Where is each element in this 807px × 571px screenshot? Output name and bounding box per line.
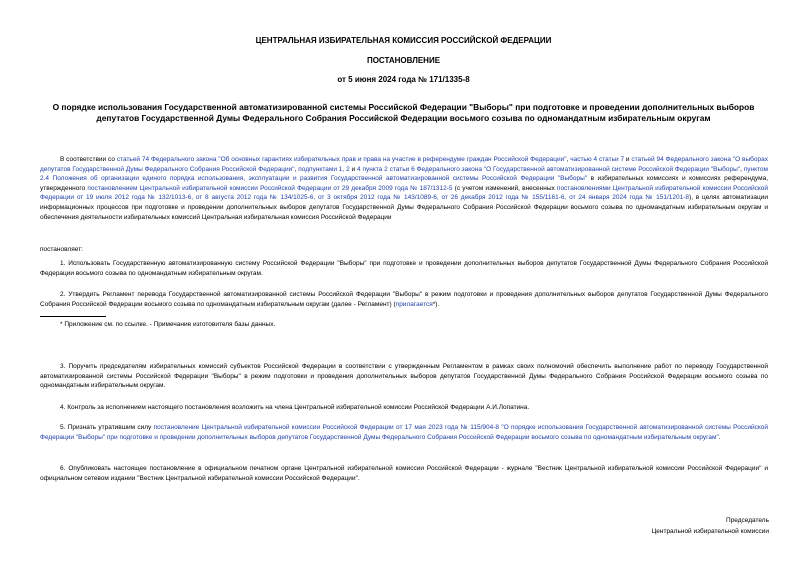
item-5-tail: . [718,433,721,441]
resolves-label: постановляет: [40,246,83,253]
document-date-number: от 5 июня 2024 года № 171/1335-8 [337,75,470,84]
item-3: 3. Поручить председателям избирательных комиссий субъектов Российской Федерации в соответствии с утвержденным Регламентом в рамках своих полномочий обеспечить выполнение работ по переводу Государственной автоматизированной системы Российской Федерации "Выборы" в режим подготовки и проведения дополнительных выборов депутатов Государственной Думы Федерального Собрания Российской Федерации восьмого созыва по одномандатным избирательным округам. [40,363,768,390]
item-4: 4. Контроль за исполнением настоящего постановления возложить на члена Центральной избирательной комиссии Российской Федерации А.И.Лопатина. [60,404,530,411]
preamble-text: ), в целях автоматизации информационных процессов при подготовке и проведении дополнительных выборов депутатов Государственной Думы Федерального Собрания Российской Федерации восьмого созыва по одномандатным избирательным округам и обеспечения деятельности избирательных комиссий Центральная избирательная комиссия Российской Федерации [40,194,769,221]
repealed-resolution-link[interactable]: постановление Центральной избирательной комиссии Российской Федерации от 17 мая 2023 года № 115/904-8 "О порядке использования Государственной автоматизированной системы Российской Федерации "Выборы" при подготовке и проведении дополнительных выборов депутатов Государственной Думы Федерального Собрания Российской Федерации восьмого созыва по одномандатным избирательным округам" [40,424,768,441]
law-link-art74[interactable]: статьей 74 Федерального закона "Об основных гарантиях избирательных прав и права на участие в референдуме граждан Российской Федерации" [116,156,567,163]
law-link-subparagraphs[interactable]: подпунктами 1, 2 [298,165,350,173]
preamble-text: (с учетом изменений, внесенных [452,184,557,192]
item-2 [40,290,768,309]
preamble-text: В соответствии со [60,156,117,163]
item-2-text: 2. Утвердить Регламент перевода Государственной автоматизированной системы Российской Федерации "Выборы" в режим подготовки и проведения дополнительных выборов депутатов Государственной Думы Федерального Собрания Российской Федерации восьмого созыва по одномандатным избирательным округам (далее - Регламент) ( [40,291,768,308]
preamble-text: в избирательных комиссиях и комиссиях референдума, утвержденного [40,175,769,192]
preamble-text: , [740,165,744,173]
preamble-text: , [566,156,571,163]
resolution-link-187[interactable]: постановлением Центральной избирательной комиссии Российской Федерации от 29 декабря 2009 года № 187/1312-5 [87,184,453,192]
item-1: 1. Использовать Государственную автоматизированную систему Российской Федерации "Выборы" при подготовке и проведении дополнительных выборов депутатов Государственной Думы Федерального Собрания Российской Федерации восьмого созыва по одномандатным избирательным округам. [40,260,768,277]
resolution-links-amendments[interactable]: постановлениями Центральной избирательной комиссии Российской Федерации от 19 июля 2012 года № 132/1013-6, от 8 августа 2012 года № 134/1025-6, от 3 октября 2012 года № 143/1089-6, от 26 декабря 2012 года № 155/1161-6, от 24 января 2024 года № 151/1201-8 [40,184,768,202]
item-5 [40,423,768,442]
document-title: О порядке использования Государственной автоматизированной системы Российской Федерации "Выборы" при подготовке и проведении дополнительных выборов депутатов Государственной Думы Федерального Собрания Российской Федерации восьмого созыва по одномандатным избирательным округам [52,102,755,123]
law-link-gas-vybory[interactable]: 4 пункта 2 статьи 6 Федерального закона "О Государственной автоматизированной системе Российской Федерации "Выборы" [357,165,741,173]
footnote-divider [40,316,106,317]
signature-title: Председатель [725,517,769,524]
appendix-link[interactable]: прилагается [395,300,433,308]
law-link-part4-art7[interactable]: частью 4 статьи 7 [570,156,625,163]
preamble-text: и [624,156,632,163]
preamble-paragraph [40,155,768,222]
item-6: 6. Опубликовать настоящее постановление в официальном печатном органе Центральной избирательной комиссии Российской Федерации - журнале "Вестник Центральной избирательной комиссии Российской Федерации" и официальном сетевом издании "Вестник Центральной избирательной комиссии Российской Федерации". [40,465,768,482]
organization-name: ЦЕНТРАЛЬНАЯ ИЗБИРАТЕЛЬНАЯ КОМИССИЯ РОССИЙСКОЙ ФЕДЕРАЦИИ [255,36,552,45]
item-5-text: 5. Признать утратившим силу [60,424,154,431]
regulation-link-p24[interactable]: пунктом 2.4 Положения об организации единого порядка использования, эксплуатации и развития Государственной автоматизированной системы Российской Федерации "Выборы" [40,165,768,183]
footnote: * Приложение см. по ссылке. - Примечание изготовителя базы данных. [60,321,276,328]
document-type: ПОСТАНОВЛЕНИЕ [366,56,441,65]
law-link-art94[interactable]: статьей 94 Федерального закона "О выборах депутатов Государственной Думы Федерального Собрания Российской Федерации" [40,156,768,173]
preamble-text: , [294,165,299,173]
item-2-tail: *). [432,300,440,308]
signature-organization: Центральной избирательной комиссии [651,528,769,535]
preamble-text: и [349,165,358,173]
